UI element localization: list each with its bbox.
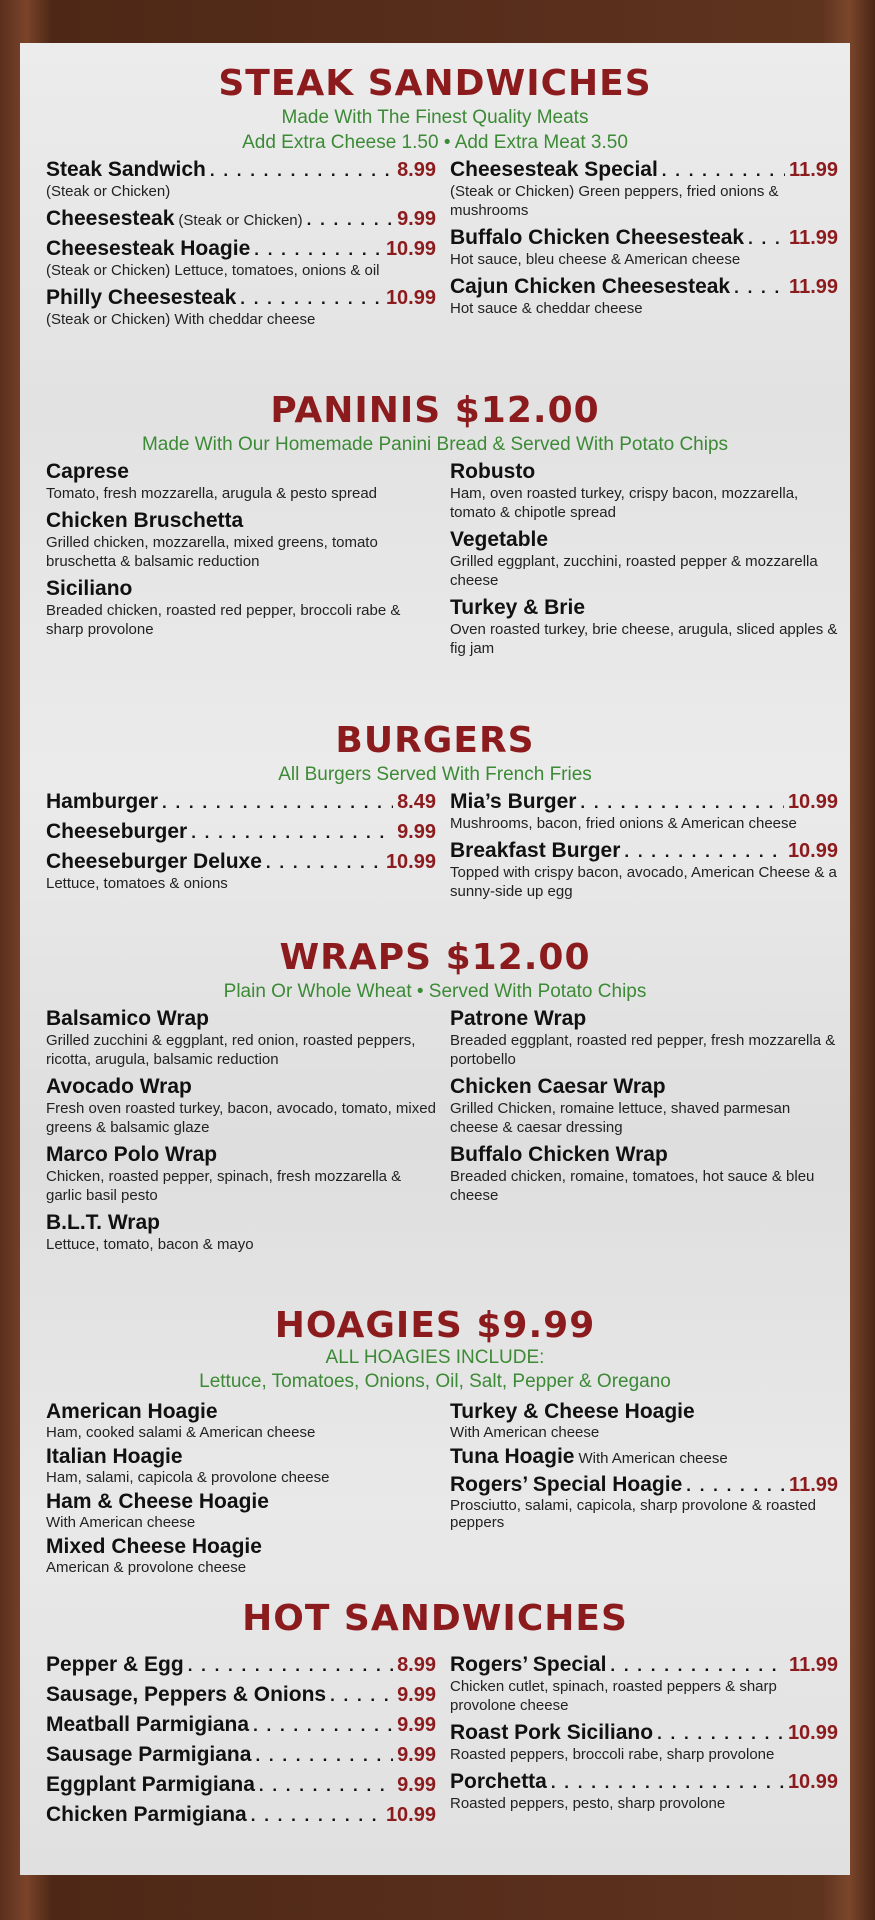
item-name: Patrone Wrap bbox=[450, 1007, 587, 1030]
dot-leader bbox=[251, 1806, 382, 1826]
menu-item bbox=[46, 850, 436, 893]
menu-column bbox=[46, 1007, 436, 1260]
menu-board bbox=[20, 43, 850, 1875]
menu-item-row bbox=[450, 1075, 838, 1099]
menu-item-row bbox=[450, 460, 838, 484]
item-price: 9.99 bbox=[397, 821, 436, 843]
item-description: Grilled eggplant, zucchini, roasted pepper & mozzarella cheese bbox=[450, 553, 818, 589]
item-description: Grilled Chicken, romaine lettuce, shaved parmesan cheese & caesar dressing bbox=[450, 1100, 791, 1136]
item-description: Ham, cooked salami & American cheese bbox=[46, 1424, 316, 1441]
menu-item-row bbox=[46, 1143, 436, 1167]
menu-item-row bbox=[450, 1007, 838, 1031]
dot-leader bbox=[657, 1724, 784, 1744]
item-description: Lettuce, tomatoes & onions bbox=[46, 875, 228, 892]
menu-column bbox=[46, 1653, 436, 1833]
menu-item bbox=[46, 790, 436, 814]
item-description: Grilled chicken, mozzarella, mixed greens, tomato bruschetta & balsamic reduction bbox=[46, 534, 378, 570]
menu-item bbox=[46, 1713, 436, 1737]
dot-leader bbox=[748, 229, 785, 249]
dot-leader bbox=[240, 289, 382, 309]
item-description: Oven roasted turkey, brie cheese, arugula, sliced apples & fig jam bbox=[450, 621, 838, 657]
menu-item bbox=[450, 839, 838, 901]
item-inline-description: With American cheese bbox=[578, 1450, 728, 1467]
item-price: 10.99 bbox=[385, 1804, 436, 1826]
menu-item-row bbox=[450, 839, 838, 863]
item-price: 9.99 bbox=[397, 1714, 436, 1736]
menu-item-row bbox=[46, 460, 436, 484]
menu-item bbox=[450, 226, 838, 269]
item-name: Avocado Wrap bbox=[46, 1075, 192, 1098]
menu-item bbox=[450, 1400, 838, 1441]
item-description: Breaded eggplant, roasted red pepper, fresh mozzarella & portobello bbox=[450, 1032, 836, 1068]
section-paninis bbox=[20, 390, 850, 657]
menu-item-row bbox=[450, 790, 838, 814]
item-name: Mia’s Burger bbox=[450, 790, 577, 813]
dot-leader bbox=[624, 842, 784, 862]
menu-item-row bbox=[46, 207, 436, 231]
menu-item-row bbox=[450, 1473, 838, 1497]
menu-item-row bbox=[46, 1211, 436, 1235]
item-name: Tuna Hoagie bbox=[450, 1445, 575, 1468]
dot-leader bbox=[255, 1746, 393, 1766]
dot-leader bbox=[191, 823, 393, 843]
item-description: (Steak or Chicken) Lettuce, tomatoes, onions & oil bbox=[46, 262, 380, 279]
menu-item-row bbox=[450, 1721, 838, 1745]
item-name: Cheesesteak Special bbox=[450, 158, 658, 181]
item-name: Buffalo Chicken Wrap bbox=[450, 1143, 668, 1166]
menu-item-row bbox=[450, 1400, 838, 1424]
dot-leader bbox=[210, 161, 393, 181]
section-hoagies bbox=[20, 1305, 850, 1576]
menu-item-row bbox=[450, 528, 838, 552]
dot-leader bbox=[686, 1476, 785, 1496]
item-price: 11.99 bbox=[789, 227, 838, 249]
menu-item bbox=[450, 1143, 838, 1205]
section-subtitle: Made With Our Homemade Panini Bread & Served With Potato Chips bbox=[141, 434, 729, 455]
section-title: HOT SANDWICHES bbox=[242, 1598, 628, 1639]
item-name: Turkey & Brie bbox=[450, 596, 585, 619]
menu-item-row bbox=[46, 1490, 436, 1514]
menu-column bbox=[46, 460, 436, 645]
item-price: 8.99 bbox=[397, 1654, 436, 1676]
menu-item bbox=[46, 1143, 436, 1205]
menu-item bbox=[46, 1400, 436, 1441]
menu-item bbox=[450, 790, 838, 833]
menu-item-row bbox=[46, 1713, 436, 1737]
section-subtitle-2: Add Extra Cheese 1.50 • Add Extra Meat 3.50 bbox=[242, 132, 628, 153]
item-name: Turkey & Cheese Hoagie bbox=[450, 1400, 695, 1423]
dot-leader bbox=[162, 793, 393, 813]
item-name: B.L.T. Wrap bbox=[46, 1211, 160, 1234]
item-name: American Hoagie bbox=[46, 1400, 218, 1423]
menu-item-row bbox=[46, 1803, 436, 1827]
menu-item bbox=[46, 237, 436, 280]
menu-item bbox=[450, 1473, 838, 1531]
item-name: Robusto bbox=[450, 460, 536, 483]
menu-item-row bbox=[450, 1143, 838, 1167]
item-name: Balsamico Wrap bbox=[46, 1007, 210, 1030]
item-price: 10.99 bbox=[385, 851, 436, 873]
item-description: Fresh oven roasted turkey, bacon, avocado, tomato, mixed greens & balsamic glaze bbox=[46, 1100, 436, 1136]
item-name: Caprese bbox=[46, 460, 129, 483]
item-description: Roasted peppers, pesto, sharp provolone bbox=[450, 1795, 726, 1812]
menu-item-row bbox=[46, 237, 436, 261]
item-description: Topped with crispy bacon, avocado, American Cheese & a sunny-side up egg bbox=[450, 864, 837, 900]
item-description: With American cheese bbox=[46, 1514, 196, 1531]
menu-item bbox=[450, 275, 838, 318]
menu-item bbox=[46, 158, 436, 201]
item-name: Ham & Cheese Hoagie bbox=[46, 1490, 269, 1513]
item-description: Ham, salami, capicola & provolone cheese bbox=[46, 1469, 330, 1486]
menu-item bbox=[450, 1445, 838, 1469]
menu-item bbox=[46, 1490, 436, 1531]
section-hot-sandwiches bbox=[20, 1598, 850, 1826]
menu-item-row bbox=[450, 596, 838, 620]
menu-item bbox=[46, 1683, 436, 1707]
menu-item bbox=[46, 1075, 436, 1137]
item-name: Hamburger bbox=[46, 790, 159, 813]
menu-item-row bbox=[46, 1400, 436, 1424]
menu-item bbox=[46, 286, 436, 329]
menu-item-row bbox=[46, 1773, 436, 1797]
menu-item bbox=[450, 1007, 838, 1069]
item-price: 10.99 bbox=[787, 1771, 838, 1793]
menu-item-row bbox=[450, 158, 838, 182]
item-name: Mixed Cheese Hoagie bbox=[46, 1535, 262, 1558]
item-name: Italian Hoagie bbox=[46, 1445, 183, 1468]
section-subtitle: ALL HOAGIES INCLUDE: bbox=[325, 1347, 545, 1368]
item-description: Prosciutto, salami, capicola, sharp provolone & roasted peppers bbox=[450, 1497, 817, 1531]
menu-item bbox=[450, 1075, 838, 1137]
item-price: 10.99 bbox=[385, 287, 436, 309]
menu-item bbox=[450, 1653, 838, 1715]
menu-item-row bbox=[450, 1653, 838, 1677]
item-price: 10.99 bbox=[787, 1722, 838, 1744]
item-name: Cheesesteak Hoagie bbox=[46, 237, 251, 260]
item-price: 11.99 bbox=[789, 1474, 838, 1496]
item-name: Rogers’ Special bbox=[450, 1653, 607, 1676]
item-name: Siciliano bbox=[46, 577, 133, 600]
menu-column bbox=[450, 790, 838, 907]
menu-column bbox=[450, 1653, 838, 1819]
menu-column bbox=[450, 1400, 838, 1535]
item-description: Mushrooms, bacon, fried onions & American cheese bbox=[450, 815, 797, 832]
item-name: Porchetta bbox=[450, 1770, 547, 1793]
dot-leader bbox=[253, 1716, 393, 1736]
item-name: Steak Sandwich bbox=[46, 158, 206, 181]
section-subtitle: Plain Or Whole Wheat • Served With Potato Chips bbox=[223, 981, 647, 1002]
menu-item bbox=[450, 1770, 838, 1813]
dot-leader bbox=[580, 793, 784, 813]
section-burgers bbox=[20, 720, 850, 900]
item-name: Pepper & Egg bbox=[46, 1653, 184, 1676]
menu-item bbox=[46, 1211, 436, 1254]
item-name: Breakfast Burger bbox=[450, 839, 621, 862]
menu-item bbox=[46, 1773, 436, 1797]
item-description: (Steak or Chicken) With cheddar cheese bbox=[46, 311, 316, 328]
menu-item-row bbox=[46, 1535, 436, 1559]
menu-item bbox=[46, 1445, 436, 1486]
menu-item-row bbox=[46, 850, 436, 874]
item-description: Breaded chicken, romaine, tomatoes, hot sauce & bleu cheese bbox=[450, 1168, 815, 1204]
item-name: Philly Cheesesteak bbox=[46, 286, 237, 309]
item-price: 8.99 bbox=[397, 159, 436, 181]
menu-item-row bbox=[46, 790, 436, 814]
menu-column bbox=[450, 158, 838, 324]
menu-item-row bbox=[450, 1445, 838, 1469]
menu-item bbox=[46, 1803, 436, 1827]
item-name: Sausage, Peppers & Onions bbox=[46, 1683, 327, 1706]
dot-leader bbox=[259, 1776, 393, 1796]
menu-column bbox=[450, 1007, 838, 1211]
menu-item-row bbox=[46, 1653, 436, 1677]
menu-item bbox=[46, 820, 436, 844]
item-name: Marco Polo Wrap bbox=[46, 1143, 218, 1166]
menu-item bbox=[450, 158, 838, 220]
section-title: HOAGIES $9.99 bbox=[274, 1305, 596, 1346]
menu-item-row bbox=[450, 275, 838, 299]
menu-item-row bbox=[450, 1770, 838, 1794]
item-name: Buffalo Chicken Cheesesteak bbox=[450, 226, 745, 249]
item-price: 11.99 bbox=[789, 1654, 838, 1676]
item-description: Tomato, fresh mozzarella, arugula & pesto spread bbox=[46, 485, 378, 502]
item-name: Meatball Parmigiana bbox=[46, 1713, 250, 1736]
menu-item bbox=[46, 207, 436, 231]
item-description: American & provolone cheese bbox=[46, 1559, 247, 1576]
item-description: Lettuce, tomato, bacon & mayo bbox=[46, 1236, 254, 1253]
section-title: PANINIS $12.00 bbox=[270, 390, 600, 431]
item-price: 9.99 bbox=[397, 1744, 436, 1766]
item-name: Cheeseburger bbox=[46, 820, 188, 843]
menu-item bbox=[450, 460, 838, 522]
section-wraps bbox=[20, 937, 850, 1253]
item-name: Chicken Caesar Wrap bbox=[450, 1075, 666, 1098]
item-name: Cheesesteak bbox=[46, 207, 175, 230]
menu-item-row bbox=[46, 820, 436, 844]
dot-leader bbox=[610, 1656, 785, 1676]
menu-item-row bbox=[46, 509, 436, 533]
section-subtitle-2: Lettuce, Tomatoes, Onions, Oil, Salt, Pepper & Oregano bbox=[199, 1371, 671, 1392]
item-price: 10.99 bbox=[385, 238, 436, 260]
item-name: Roast Pork Siciliano bbox=[450, 1721, 654, 1744]
menu-item-row bbox=[46, 286, 436, 310]
menu-item-row bbox=[46, 1007, 436, 1031]
dot-leader bbox=[662, 161, 785, 181]
item-price: 9.99 bbox=[397, 1774, 436, 1796]
menu-item bbox=[450, 596, 838, 658]
menu-item-row bbox=[46, 577, 436, 601]
dot-leader bbox=[330, 1686, 393, 1706]
item-price: 9.99 bbox=[397, 208, 436, 230]
menu-item bbox=[46, 509, 436, 571]
item-price: 10.99 bbox=[787, 840, 838, 862]
item-description: Chicken cutlet, spinach, roasted peppers & sharp provolone cheese bbox=[450, 1678, 777, 1714]
item-name: Sausage Parmigiana bbox=[46, 1743, 252, 1766]
item-description: Breaded chicken, roasted red pepper, broccoli rabe & sharp provolone bbox=[46, 602, 401, 638]
item-price: 8.49 bbox=[397, 791, 436, 813]
dot-leader bbox=[551, 1773, 784, 1793]
menu-item bbox=[450, 528, 838, 590]
item-description: Grilled zucchini & eggplant, red onion, roasted peppers, ricotta, arugula, balsamic reduction bbox=[46, 1032, 416, 1068]
dot-leader bbox=[266, 853, 382, 873]
section-title: BURGERS bbox=[335, 720, 535, 761]
section-steak-sandwiches bbox=[20, 63, 850, 328]
item-description: (Steak or Chicken) Green peppers, fried onions & mushrooms bbox=[450, 183, 779, 219]
menu-item bbox=[46, 460, 436, 503]
item-description: Hot sauce, bleu cheese & American cheese bbox=[450, 251, 741, 268]
menu-item-row bbox=[46, 1075, 436, 1099]
menu-item-row bbox=[46, 1445, 436, 1469]
menu-item bbox=[450, 1721, 838, 1764]
item-description: (Steak or Chicken) bbox=[46, 183, 171, 200]
item-description: With American cheese bbox=[450, 1424, 600, 1441]
menu-column bbox=[46, 790, 436, 899]
menu-item bbox=[46, 1007, 436, 1069]
item-name: Chicken Parmigiana bbox=[46, 1803, 247, 1826]
menu-item-row bbox=[46, 1683, 436, 1707]
item-description: Ham, oven roasted turkey, crispy bacon, mozzarella, tomato & chipotle spread bbox=[450, 485, 799, 521]
item-name: Rogers’ Special Hoagie bbox=[450, 1473, 683, 1496]
section-subtitle: All Burgers Served With French Fries bbox=[278, 764, 592, 785]
item-name: Cajun Chicken Cheesesteak bbox=[450, 275, 731, 298]
menu-item bbox=[46, 1743, 436, 1767]
section-title: STEAK SANDWICHES bbox=[218, 63, 652, 104]
menu-column bbox=[450, 460, 838, 664]
item-name: Vegetable bbox=[450, 528, 549, 551]
section-subtitle: Made With The Finest Quality Meats bbox=[281, 107, 589, 128]
menu-item-row bbox=[46, 1743, 436, 1767]
dot-leader bbox=[734, 278, 785, 298]
item-price: 9.99 bbox=[397, 1684, 436, 1706]
dot-leader bbox=[307, 210, 393, 230]
menu-item bbox=[46, 577, 436, 639]
menu-column bbox=[46, 1400, 436, 1580]
section-title: WRAPS $12.00 bbox=[279, 937, 591, 978]
item-description: Hot sauce & cheddar cheese bbox=[450, 300, 643, 317]
item-price: 11.99 bbox=[789, 159, 838, 181]
menu-column bbox=[46, 158, 436, 335]
dot-leader bbox=[188, 1656, 393, 1676]
item-description: Roasted peppers, broccoli rabe, sharp provolone bbox=[450, 1746, 775, 1763]
menu-item-row bbox=[46, 158, 436, 182]
item-price: 11.99 bbox=[789, 276, 838, 298]
item-name: Eggplant Parmigiana bbox=[46, 1773, 255, 1796]
menu-item-row bbox=[450, 226, 838, 250]
menu-item bbox=[46, 1535, 436, 1576]
item-name: Chicken Bruschetta bbox=[46, 509, 244, 532]
menu-item bbox=[46, 1653, 436, 1677]
dot-leader bbox=[254, 240, 382, 260]
item-name: Cheeseburger Deluxe bbox=[46, 850, 262, 873]
item-inline-description: (Steak or Chicken) bbox=[178, 212, 303, 229]
item-price: 10.99 bbox=[787, 791, 838, 813]
item-description: Chicken, roasted pepper, spinach, fresh mozzarella & garlic basil pesto bbox=[46, 1168, 402, 1204]
